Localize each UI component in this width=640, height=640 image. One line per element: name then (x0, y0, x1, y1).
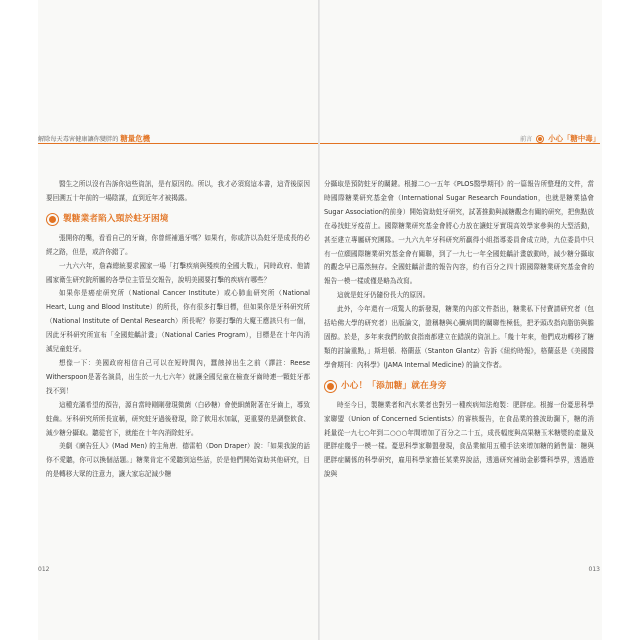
section-title: 小心！「添加糖」就在身旁 (341, 380, 447, 391)
body-paragraph: 想像一下：美國政府相信自己可以在短時間內，蠶蝕掉出生之前（譯註：Reese Witherspoon是著名演員，出生於一九七六年）就讓全國兒童在檢查牙齒時連一顆蛀牙都找不到！ (46, 358, 310, 395)
page-number-left: 012 (38, 566, 50, 573)
header-rule (38, 143, 318, 144)
left-page (38, 0, 318, 640)
intro-paragraph: 醫生之所以沒有告訴你這些資訊，是有原因的。所以，我才必須寫這本書，這背後原因要回溯五十年前的一場陰謀，直到近年才被揭露。 (46, 180, 310, 202)
running-head-prefix: 解除每天毒害健康讓你變胖的 (38, 136, 119, 143)
section-title: 製糖業者陷入頸於蛀牙困境 (63, 213, 169, 224)
bullet-circle-icon (536, 135, 544, 143)
section-heading (46, 212, 310, 228)
body-paragraph: 此外，今年還有一項驚人的新發現，糖業的內部文件指出，糖業私下付費請研究者（包括哈佛大學的研究者）出版論文，證稱糖與心臟病間的關聯性極低，把矛頭改指向脂肪與膽固醇。於是，多年來我們的飲食指南都建立在錯誤的資訊上。「幾十年來，他們成功轉移了糖類的討論重點，」斯坦頓．格蘭茲（Stanton Glantz）告訴《紐約時報》，格蘭茲是《美國醫學會期刊：內科學》(JAMA Internal Medicine) 的論文作者。 (324, 305, 594, 369)
body-paragraph: 這就是蛀牙仍隨份長大的原因。 (337, 291, 430, 300)
body-paragraph: 如果你是癌症研究所（National Cancer Institute）或心肺血研究所（National Heart, Lung and Blood Institute）的所長，你有很多打擊目標，但如果你是牙科研究所（National Institute of Dental Research）所長呢？你要打擊的大魔王應該只有一個，因此牙科研究所宣布「全國蛀齲計畫」（National Caries Program），目標是在十年內消滅兒童蛀牙。 (46, 289, 310, 354)
body-paragraph: 這種充滿希望的預告，源自當時剛剛發現微菌（白砂糖）會使細菌附著在牙齒上，導致蛀齒。牙科研究所所長宣稱，研究蛀牙過後發現，除了飲用水加氟，更重要的是調整飲食、減少糖分攝取。聽從官下，就能在十年內消除蛀牙。 (46, 400, 310, 437)
body-paragraph: 一九六六年，詹森總統要求國家一場「打擊疾病與殘疾的全國大戰」，同時政府、他請國家衛生研究院所屬的各學位主管呈交報告，說明美國要打擊的疾病有哪些？ (46, 261, 310, 284)
body-paragraph: 分攝取是預防蛀牙的關鍵。根據二○一五年《PLOS醫學期刊》的一篇報告所整理的文件，當時國際糖業研究基金會（International Sugar Research Foundation，也就是糖業協會Sugar Association的前身）開始資助蛀牙研究，試著推動與減糖觀念有關的研究，把焦點放在尋找蛀牙疫苗上。國際糖業研究基金會將心力放在讓蛀牙實現高效學家參與的大型活動，甚至建立專屬研究團隊。一九六九年牙科研究所贏得小組指導委員會成立時，九位委員中只有一位願國際糖業研究基金會有關聯，到了一九七一年全國蛀齲計畫啟動時，減少糖分攝取的觀念早已蕩然無存。全國蛀齲計畫的報告內容，約有百分之四十跟國際糖業研究基金會的報告一模一樣或僅是略為改寫。 (324, 180, 594, 286)
body-paragraph: 時至今日，製糖業者和汽水業者也對另一種疾病知法炮製：肥胖症。根據一份憂思科學家聯盟（Union of Concerned Scientists）的審核報告，在食品業的推波助瀾下，糖的消耗量從一九七○年到二○○○年間增加了百分之二十五，成長幅度與高果糖玉米糖漿的產量及肥胖症幾乎一模一樣。憂思科學家聯盟發現，食品業僱用五種手法來增加糖的銷售量：糖與肥胖症關係的科學研究，雇用科學家擔任某業界說話，透過研究補助金影響科學界，透過遊說與 (324, 400, 594, 479)
page-number-right: 013 (588, 566, 600, 573)
running-head-highlight: 糖量危機 (120, 134, 150, 143)
bullet-circle-icon (324, 380, 337, 393)
body-paragraph: 張開你的嘴，看看自己的牙齒，你曾經補過牙嗎？如果有，你或許以為蛀牙是成長的必經之路，但是，或許你錯了。 (46, 233, 310, 256)
running-head-part: 前言 (519, 136, 533, 143)
right-page (320, 0, 602, 640)
bullet-circle-icon (46, 213, 59, 226)
left-body-text (46, 178, 310, 482)
section-heading (324, 379, 594, 395)
running-head-highlight: 小心「糖中毒」 (548, 134, 600, 143)
header-rule (320, 143, 600, 144)
body-paragraph: 美劇《廣告狂人》(Mad Men) 的主角唐．德雷柏（Don Draper）說：「如果我說的話你不愛聽，你可以換個話題。」糖業肯定不愛聽到這些話，於是他們開始資助其他研究，目的是轉移大眾的注意力，讓大家忘記減少糖 (46, 442, 310, 479)
right-body-text (324, 178, 594, 482)
